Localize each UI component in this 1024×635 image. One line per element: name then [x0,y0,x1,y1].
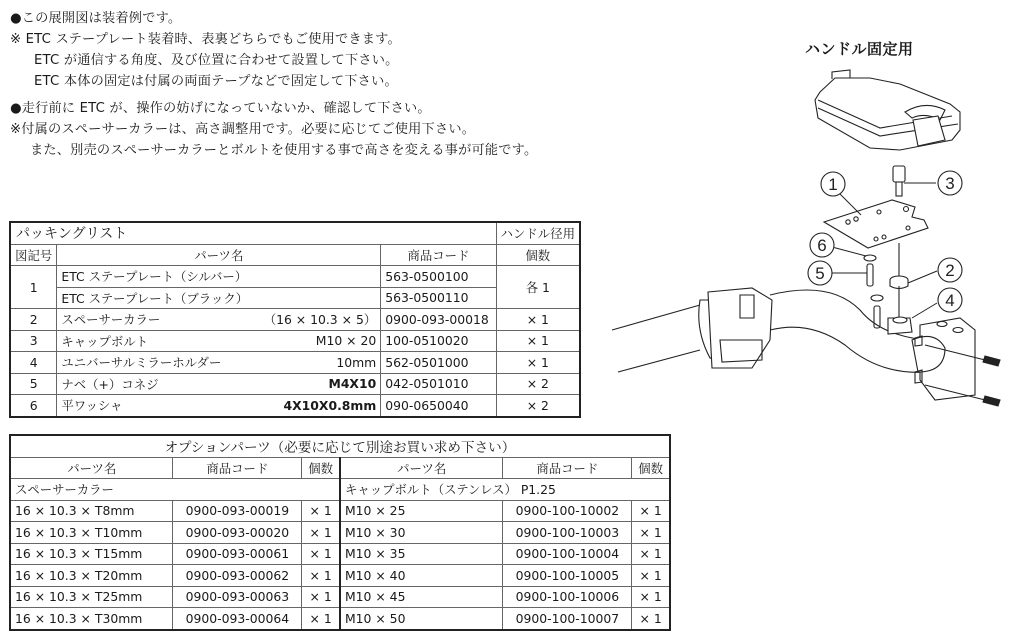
option-parts-table: オプションパーツ（必要に応じて別途お買い求め下さい） パーツ名 商品コード 個数 パーツ名 商品コード 個数 スペーサーカラー キャップボルト（ステンレス） P1.25 16 × 10.3 × T8mm 0900-093-00019 × 1 M10 × 25 0900-100-10002 × 1 16 × 10.3 × T10mm 0900-093-00020 × 1 M10 × 30 0900-100-10003 × 1 16 × 10.3 × T15mm 0900-093-00061 × 1 M10 × 35 0900-100-10004 × 1 16 × 10.3 × T20mm 0900-093-00062 × 1 M10 × 40 0900-100-10005 × 1 16 × 10.3 × T25mm 0900-093-00063 × 1 M10 × 45 0900-100-10006 × 1 16 × 10.3 × T30mm 0900-093-00064 × 1 M10 × 50 0900-100-10007 × 1 [9,434,671,631]
svg-text:1: 1 [828,175,838,194]
group-row: スペーサーカラー キャップボルト（ステンレス） P1.25 [10,479,670,501]
svg-text:3: 3 [945,174,955,193]
table-row: 2 スペーサーカラー （16 × 10.3 × 5） 0900-093-00018 × 1 [10,309,580,331]
note-line: ●この展開図は装着例です。 [10,11,182,26]
svg-text:5: 5 [815,264,825,283]
header-num: 図記号 [10,244,57,266]
table-row: 16 × 10.3 × T10mm 0900-093-00020 × 1 M10 × 30 0900-100-10003 × 1 [10,522,670,544]
table-row: 1 ETC ステープレート（シルバー） 563-0500100 各 1 [10,266,580,288]
table-row: 16 × 10.3 × T15mm 0900-093-00061 × 1 M10 × 35 0900-100-10004 × 1 [10,543,670,565]
note-line: ●走行前に ETC が、操作の妨げになっていないか、確認して下さい。 [10,101,431,116]
packing-list-title: パッキングリスト [10,222,496,244]
table-row: 5 ナベ（+）コネジ M4X10 042-0501010 × 2 [10,373,580,395]
svg-text:2: 2 [945,261,955,280]
note-line: ETC が通信する角度、及び位置に合わせて設置して下さい。 [34,53,399,68]
option-parts-title: オプションパーツ（必要に応じて別途お買い求め下さい） [10,435,670,457]
figure-title: ハンドル固定用 [805,40,914,58]
svg-text:6: 6 [817,236,827,255]
header-code: 商品コード [381,244,496,266]
header-qty: 個数 [496,244,580,266]
etc-unit-drawing [815,70,960,150]
table-row: 6 平ワッシャ 4X10X0.8mm 090-0650040 × 2 [10,395,580,417]
note-line: ※ ETC ステープレート装着時、表裏どちらでもご使用できます。 [10,32,401,47]
table-row: ETC ステープレート（ブラック） 563-0500110 [10,287,580,309]
table-row: 16 × 10.3 × T8mm 0900-093-00019 × 1 M10 × 25 0900-100-10002 × 1 [10,500,670,522]
header-name: パーツ名 [57,244,381,266]
packing-list-table [9,221,581,418]
cap-bolt-drawing [893,166,905,196]
table-row: 4 ユニバーサルミラーホルダー 10mm 562-0501000 × 1 [10,352,580,374]
table-row: 3 キャップボルト M10 × 20 100-0510020 × 1 [10,330,580,352]
note-line: ETC 本体の固定は付属の両面テープなどで固定して下さい。 [34,74,398,89]
note-line: ※付属のスペーサーカラーは、高さ調整用です。必要に応じてご使用下さい。 [10,122,476,137]
exploded-diagram [600,60,1024,440]
table-row: 16 × 10.3 × T25mm 0900-093-00063 × 1 M10 × 45 0900-100-10006 × 1 [10,586,670,608]
notes [10,8,537,161]
table-row: 16 × 10.3 × T30mm 0900-093-00064 × 1 M10 × 50 0900-100-10007 × 1 [10,608,670,630]
note-line: また、別売のスペーサーカラーとボルトを使用する事で高さを変える事が可能です。 [30,143,538,158]
table-row: 16 × 10.3 × T20mm 0900-093-00062 × 1 M10 × 40 0900-100-10005 × 1 [10,565,670,587]
handle-label: ハンドル径用 [496,222,580,244]
svg-text:4: 4 [945,291,955,310]
mirror-holder-drawing [888,317,1000,406]
